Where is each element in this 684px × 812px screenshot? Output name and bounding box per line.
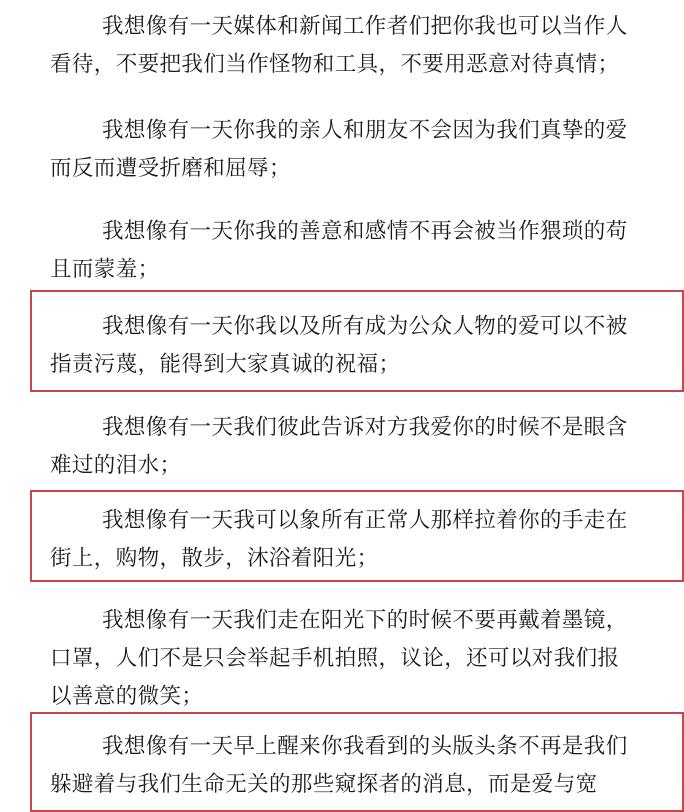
paragraph-line: 我想像有一天你我以及所有成为公众人物的爱可以不被	[102, 314, 628, 339]
paragraph-5	[50, 409, 680, 485]
paragraph-line: 我想像有一天媒体和新闻工作者们把你我也可以当作人	[102, 14, 628, 39]
paragraph-line: 躲避着与我们生命无关的那些窥探者的消息，而是爱与宽	[50, 772, 598, 797]
paragraph-line: 街上，购物，散步，沐浴着阳光；	[50, 546, 379, 571]
paragraph-line: 口罩，人们不是只会举起手机拍照，议论，还可以对我们报	[50, 646, 620, 671]
paragraph-line: 我想像有一天我可以象所有正常人那样拉着你的手走在	[102, 508, 628, 533]
paragraph-line: 看待，不要把我们当作怪物和工具，不要用恶意对待真情；	[50, 52, 620, 77]
paragraph-line: 而反而遭受折磨和屈辱；	[50, 156, 291, 181]
paragraph-line: 我想像有一天你我的善意和感情不再会被当作猥琐的苟	[102, 219, 628, 244]
paragraph-3	[50, 213, 680, 289]
paragraph-6	[50, 502, 680, 578]
paragraph-line: 我想像有一天你我的亲人和朋友不会因为我们真挚的爱	[102, 118, 628, 143]
paragraph-line: 我想像有一天早上醒来你我看到的头版头条不再是我们	[102, 734, 628, 759]
paragraph-1	[50, 8, 680, 84]
paragraph-7	[50, 602, 680, 716]
paragraph-4	[50, 308, 680, 384]
paragraph-line: 以善意的微笑；	[50, 684, 204, 709]
paragraph-2	[50, 112, 680, 188]
paragraph-line: 且而蒙羞；	[50, 257, 160, 282]
paragraph-line: 指责污蔑，能得到大家真诚的祝福；	[50, 352, 401, 377]
paragraph-line: 我想像有一天我们彼此告诉对方我爱你的时候不是眼含	[102, 415, 628, 440]
paragraph-line: 难过的泪水；	[50, 453, 182, 478]
paragraph-line: 我想像有一天我们走在阳光下的时候不要再戴着墨镜，	[102, 608, 628, 633]
